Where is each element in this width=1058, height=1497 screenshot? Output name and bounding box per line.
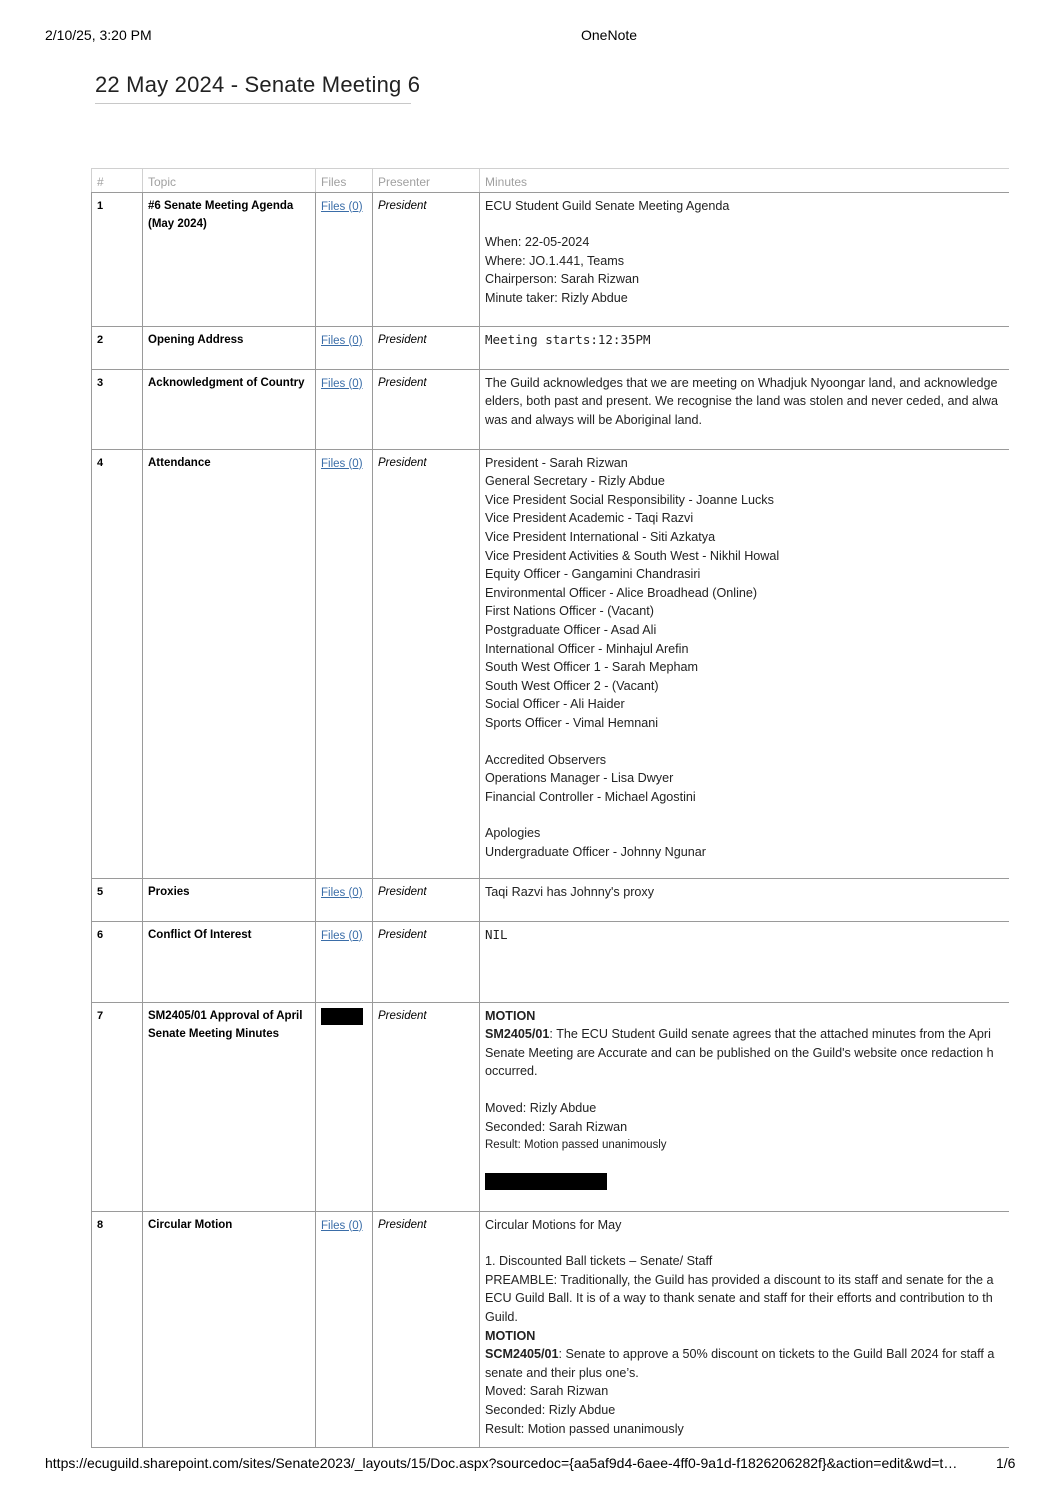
preamble-text: Guild. (485, 1309, 518, 1324)
minutes-line: Circular Motions for May (485, 1217, 622, 1232)
table-row (92, 921, 1010, 1002)
attendance-line: Postgraduate Officer - Asad Ali (485, 622, 657, 637)
row-minutes[interactable] (480, 1211, 1010, 1447)
apologies-heading: Apologies (485, 826, 541, 841)
row-minutes[interactable] (480, 369, 1010, 449)
attendance-line: Financial Controller - Michael Agostini (485, 789, 696, 804)
attendance-line: Environmental Officer - Alice Broadhead (Online) (485, 585, 758, 600)
row-presenter: President (373, 192, 480, 326)
row-presenter: President (373, 921, 480, 1002)
files-link[interactable]: Files (0) (321, 929, 363, 942)
agenda-table-container (91, 168, 1009, 1449)
row-number: 3 (92, 369, 143, 449)
minutes-line: Where: JO.1.441, Teams (485, 253, 625, 268)
row-topic[interactable]: Circular Motion (143, 1211, 316, 1447)
motion-result: Result: Motion passed unanimously (485, 1421, 684, 1436)
minutes-gap (485, 1234, 1009, 1252)
redacted-attachment-block (485, 1173, 607, 1190)
motion-text (485, 1345, 1009, 1364)
row-minutes[interactable] (480, 326, 1010, 369)
row-presenter: President (373, 369, 480, 449)
attendance-line: President - Sarah Rizwan (485, 455, 628, 470)
row-number: 1 (92, 192, 143, 326)
row-number: 5 (92, 878, 143, 921)
files-link[interactable]: Files (0) (321, 886, 363, 899)
minutes-line: When: 22-05-2024 (485, 235, 590, 250)
print-footer-url: https://ecuguild.sharepoint.com/sites/Senate2023/_layouts/15/Doc.aspx?sourcedoc={aa5af9d4-6aee-4ff0-9a1d-f1826206282f}&action=edit&wd=t… (45, 1455, 958, 1471)
column-header-topic: Topic (143, 169, 316, 193)
attendance-line: Operations Manager - Lisa Dwyer (485, 771, 674, 786)
attendance-line: Vice President Activities & South West - Nikhil Howal (485, 548, 780, 563)
row-minutes[interactable] (480, 449, 1010, 878)
table-row (92, 326, 1010, 369)
row-minutes[interactable] (480, 921, 1010, 1002)
motion-text: occurred. (485, 1064, 538, 1079)
column-header-minutes: Minutes (480, 169, 1010, 193)
circular-item-title: 1. Discounted Ball tickets – Senate/ Staff (485, 1254, 713, 1269)
table-row (92, 1002, 1010, 1211)
moved-by: Moved: Sarah Rizwan (485, 1384, 609, 1399)
preamble-text: ECU Guild Ball. It is of a way to thank senate and staff for their efforts and contribution to th (485, 1291, 993, 1306)
observers-heading: Accredited Observers (485, 752, 607, 767)
minutes-line: elders, both past and present. We recognise the land was stolen and never ceded, and alwa (485, 394, 998, 409)
row-topic[interactable]: Conflict Of Interest (143, 921, 316, 1002)
row-presenter: President (373, 326, 480, 369)
seconded-by: Seconded: Sarah Rizwan (485, 1119, 628, 1134)
files-link[interactable]: Files (0) (321, 457, 363, 470)
attendance-line: Vice President International - Siti Azkatya (485, 529, 716, 544)
minutes-line: NIL (485, 926, 508, 942)
attendance-line: Equity Officer - Gangamini Chandrasiri (485, 567, 701, 582)
seconded-by: Seconded: Rizly Abdue (485, 1402, 616, 1417)
motion-result: Result: Motion passed unanimously (485, 1139, 667, 1152)
column-header-files: Files (316, 169, 373, 193)
redacted-files-block (321, 1008, 363, 1025)
minutes-line: Meeting starts:12:35PM (485, 331, 651, 347)
attendance-line: Undergraduate Officer - Johnny Ngunar (485, 844, 706, 859)
print-datetime: 2/10/25, 3:20 PM (45, 27, 152, 43)
row-topic[interactable]: #6 Senate Meeting Agenda (May 2024) (143, 192, 316, 326)
attendance-line: Sports Officer - Vimal Hemnani (485, 715, 659, 730)
minutes-line: ECU Student Guild Senate Meeting Agenda (485, 198, 730, 213)
page-title[interactable]: 22 May 2024 - Senate Meeting 6 (95, 72, 421, 97)
attendance-line: South West Officer 2 - (Vacant) (485, 678, 659, 693)
table-header-row (92, 169, 1010, 193)
attendance-line: Vice President Social Responsibility - Joanne Lucks (485, 492, 774, 507)
row-topic[interactable]: SM2405/01 Approval of April Senate Meeting Minutes (143, 1002, 316, 1211)
column-header-number: # (92, 169, 143, 193)
files-link[interactable]: Files (0) (321, 1219, 363, 1232)
minutes-line: was and always will be Aboriginal land. (485, 412, 703, 427)
attendance-line: Vice President Academic - Taqi Razvi (485, 511, 694, 526)
motion-text-part: : The ECU Student Guild senate agrees that the attached minutes from the Apri (549, 1027, 991, 1042)
attendance-line: South West Officer 1 - Sarah Mepham (485, 660, 699, 675)
table-row (92, 369, 1010, 449)
agenda-table (91, 168, 1009, 1448)
motion-text: Senate Meeting are Accurate and can be published on the Guild's website once redaction h (485, 1045, 994, 1060)
minutes-line: Taqi Razvi has Johnny's proxy (485, 884, 655, 899)
row-presenter: President (373, 878, 480, 921)
row-number: 2 (92, 326, 143, 369)
moved-by: Moved: Rizly Abdue (485, 1100, 597, 1115)
motion-id: SM2405/01 (485, 1027, 550, 1042)
table-row (92, 192, 1010, 326)
print-app-name: OneNote (581, 27, 638, 43)
row-presenter: President (373, 449, 480, 878)
attendance-line: First Nations Officer - (Vacant) (485, 604, 654, 619)
row-presenter: President (373, 1002, 480, 1211)
motion-text: senate and their plus one’s. (485, 1365, 639, 1380)
motion-heading: MOTION (485, 1008, 536, 1023)
row-minutes[interactable] (480, 192, 1010, 326)
table-row (92, 1211, 1010, 1447)
title-underline (95, 103, 411, 104)
minutes-gap (485, 806, 1009, 824)
row-minutes[interactable] (480, 1002, 1010, 1211)
minutes-gap (485, 215, 1009, 233)
row-presenter: President (373, 1211, 480, 1447)
files-link[interactable]: Files (0) (321, 377, 363, 390)
print-footer-page: 1/6 (996, 1455, 1016, 1471)
minutes-line: The Guild acknowledges that we are meeting on Whadjuk Nyoongar land, and acknowledge (485, 375, 998, 390)
minutes-line: Minute taker: Rizly Abdue (485, 290, 628, 305)
preamble-text: PREAMBLE: Traditionally, the Guild has provided a discount to its staff and senate for the a (485, 1272, 994, 1287)
row-number: 7 (92, 1002, 143, 1211)
row-topic[interactable]: Attendance (143, 449, 316, 878)
motion-text-part: : Senate to approve a 50% discount on tickets to the Guild Ball 2024 for staff a (558, 1347, 995, 1362)
attendance-line: General Secretary - Rizly Abdue (485, 474, 665, 489)
motion-heading: MOTION (485, 1328, 536, 1343)
motion-text (485, 1025, 1009, 1044)
column-header-presenter: Presenter (373, 169, 480, 193)
attendance-line: International Officer - Minhajul Arefin (485, 641, 689, 656)
row-number: 6 (92, 921, 143, 1002)
minutes-gap (485, 1081, 1009, 1099)
files-link[interactable]: Files (0) (321, 200, 363, 213)
attendance-line: Social Officer - Ali Haider (485, 697, 625, 712)
table-row (92, 449, 1010, 878)
minutes-gap (485, 733, 1009, 751)
minutes-line: Chairperson: Sarah Rizwan (485, 272, 639, 287)
table-row (92, 878, 1010, 921)
row-topic[interactable]: Acknowledgment of Country (143, 369, 316, 449)
files-link[interactable]: Files (0) (321, 334, 363, 347)
row-topic[interactable]: Proxies (143, 878, 316, 921)
row-topic[interactable]: Opening Address (143, 326, 316, 369)
row-number: 8 (92, 1211, 143, 1447)
motion-id: SCM2405/01 (485, 1347, 559, 1362)
row-number: 4 (92, 449, 143, 878)
row-minutes[interactable] (480, 878, 1010, 921)
